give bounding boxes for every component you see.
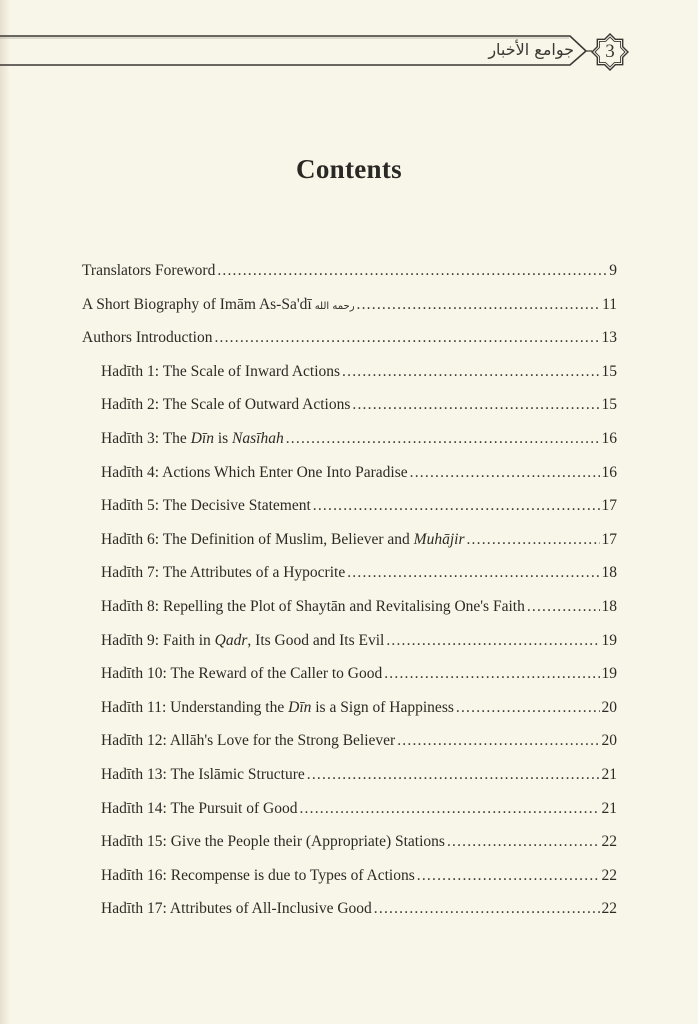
running-header (0, 0, 698, 100)
toc-entry[interactable] (101, 598, 617, 622)
toc-page-number: 15 (601, 362, 617, 380)
toc-entry[interactable] (101, 464, 617, 488)
dot-leader (313, 497, 600, 515)
toc-page-number: 15 (601, 396, 617, 414)
dot-leader (286, 430, 600, 448)
toc-entry-title: Hadīth 15: Give the People their (Appropriate) Stations (101, 833, 445, 851)
toc-entry-title: Hadīth 16: Recompense is due to Types of Actions (101, 866, 415, 884)
toc-page-number: 18 (601, 564, 617, 582)
toc-entry-title: Hadīth 13: The Islāmic Structure (101, 766, 305, 783)
toc-entry-title: Hadīth 9: Faith in Qadr, Its Good and Its Evil (101, 631, 385, 649)
toc-entry[interactable] (101, 699, 617, 723)
toc-page-number: 17 (601, 497, 617, 515)
dot-leader (217, 262, 607, 280)
toc-page-number: 19 (601, 665, 617, 683)
toc-page-number: 21 (601, 799, 617, 817)
dot-leader (456, 699, 600, 717)
toc-entry[interactable] (101, 497, 617, 521)
toc-page-number: 11 (602, 295, 617, 313)
dot-leader (397, 732, 599, 750)
dot-leader (347, 564, 599, 582)
toc-page-number: 21 (601, 766, 617, 783)
toc-entry[interactable] (101, 363, 617, 387)
dot-leader (299, 800, 599, 818)
toc-entry-title: Translators Foreword (82, 262, 216, 279)
dot-leader (447, 833, 600, 851)
toc-entry-title: Hadīth 8: Repelling the Plot of Shaytān and Revitalising One's Faith (101, 598, 525, 615)
toc-entry-title: Hadīth 14: The Pursuit of Good (101, 799, 298, 817)
toc-page-number: 20 (601, 732, 617, 750)
toc-entry[interactable] (101, 900, 617, 924)
dot-leader (352, 396, 599, 414)
toc-page-number: 22 (601, 833, 617, 851)
toc-entry[interactable] (101, 766, 617, 790)
dot-leader (214, 329, 599, 347)
toc-entry[interactable] (101, 867, 617, 891)
page-number: 3 (605, 41, 615, 62)
toc-entry-title: Hadīth 11: Understanding the Dīn is a Sign of Happiness (101, 698, 454, 716)
toc-entry[interactable] (101, 430, 617, 454)
dot-leader (307, 766, 600, 784)
toc-page-number: 16 (601, 463, 617, 481)
dot-leader (342, 363, 599, 381)
toc-entry-title: Hadīth 3: The Dīn is Nasīhah (101, 430, 284, 447)
toc-entry-title: Hadīth 17: Attributes of All-Inclusive Good (101, 900, 372, 918)
honorific-icon: رحمه الله (314, 300, 355, 312)
toc-entry[interactable] (101, 564, 617, 588)
toc-entry[interactable] (101, 632, 617, 656)
dot-leader (410, 464, 600, 482)
toc-entry-title: Hadīth 12: Allāh's Love for the Strong Believer (101, 732, 396, 750)
toc-entry-title: Hadīth 6: The Definition of Muslim, Believer and Muhājir (101, 530, 465, 548)
toc-page-number: 22 (601, 900, 617, 918)
toc-page-number: 17 (601, 530, 617, 548)
header-ornament-icon (0, 0, 698, 100)
toc-entry-title: Hadīth 1: The Scale of Inward Actions (101, 362, 341, 380)
toc-entry-title: Hadīth 10: The Reward of the Caller to Good (101, 665, 383, 683)
dot-leader (384, 665, 599, 683)
toc-entry-title: Hadīth 2: The Scale of Outward Actions (101, 396, 351, 414)
toc-page-number: 22 (601, 866, 617, 884)
page-title: Contents (296, 154, 402, 184)
toc-entry-title: Hadīth 5: The Decisive Statement (101, 497, 311, 515)
dot-leader (374, 900, 600, 918)
toc-entry[interactable] (82, 329, 617, 353)
dot-leader (386, 632, 599, 650)
toc-entry-title: Authors Introduction (82, 329, 213, 347)
toc-entry[interactable] (101, 665, 617, 689)
toc-entry-title: Hadīth 4: Actions Which Enter One Into Paradise (101, 463, 408, 481)
toc-page-number: 16 (601, 430, 617, 447)
dot-leader (466, 531, 599, 549)
dot-leader (417, 867, 600, 885)
toc-page-number: 18 (601, 598, 617, 615)
toc-page-number: 13 (601, 329, 617, 347)
dot-leader (357, 296, 601, 314)
toc-entry[interactable] (101, 396, 617, 420)
toc-page-number: 9 (609, 262, 617, 279)
toc-page-number: 19 (601, 631, 617, 649)
toc-entry[interactable] (82, 262, 617, 286)
running-head-title: جوامع الأخبار (488, 40, 574, 59)
toc-entry[interactable] (101, 531, 617, 555)
toc-page-number: 20 (601, 698, 617, 716)
toc-entry[interactable] (101, 833, 617, 857)
toc-entry-title: A Short Biography of Imām As-Sa'dī رحمه الله (82, 295, 355, 313)
toc-entry[interactable] (101, 732, 617, 756)
toc-entry[interactable] (82, 296, 617, 320)
toc-entry-title: Hadīth 7: The Attributes of a Hypocrite (101, 564, 346, 582)
toc-entry[interactable] (101, 800, 617, 824)
dot-leader (527, 598, 600, 616)
